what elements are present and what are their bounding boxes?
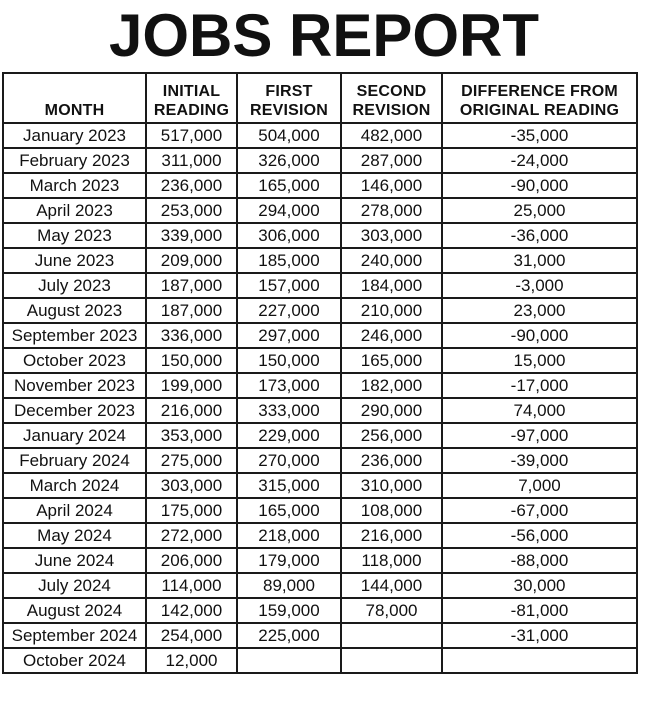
table-header-row [3,73,637,123]
second-revision-cell: 146,000 [341,173,442,198]
month-cell: May 2024 [3,523,146,548]
second-revision-cell: 287,000 [341,148,442,173]
initial-reading-cell: 272,000 [146,523,237,548]
table-row [3,148,637,173]
second-revision-cell [341,623,442,648]
initial-reading-cell: 142,000 [146,598,237,623]
first-revision-cell: 227,000 [237,298,341,323]
initial-reading-cell: 114,000 [146,573,237,598]
table-row [3,298,637,323]
second-revision-cell: 278,000 [341,198,442,223]
first-revision-cell: 157,000 [237,273,341,298]
difference-cell: 15,000 [442,348,637,373]
difference-cell [442,648,637,673]
difference-cell: -24,000 [442,148,637,173]
initial-reading-cell: 199,000 [146,373,237,398]
month-cell: September 2024 [3,623,146,648]
column-header-initial-line1: INITIAL [162,83,221,100]
difference-cell: -90,000 [442,323,637,348]
first-revision-cell: 165,000 [237,498,341,523]
first-revision-cell: 504,000 [237,123,341,148]
difference-cell: -3,000 [442,273,637,298]
table-row [3,173,637,198]
month-cell: March 2023 [3,173,146,198]
first-revision-cell: 159,000 [237,598,341,623]
table-row [3,498,637,523]
second-revision-cell: 256,000 [341,423,442,448]
column-header-first-line2: REVISION [249,102,329,119]
first-revision-cell: 179,000 [237,548,341,573]
first-revision-cell: 315,000 [237,473,341,498]
initial-reading-cell: 253,000 [146,198,237,223]
first-revision-cell: 150,000 [237,348,341,373]
initial-reading-cell: 517,000 [146,123,237,148]
difference-cell: -17,000 [442,373,637,398]
first-revision-cell: 306,000 [237,223,341,248]
month-cell: March 2024 [3,473,146,498]
first-revision-cell: 294,000 [237,198,341,223]
table-row [3,198,637,223]
initial-reading-cell: 236,000 [146,173,237,198]
second-revision-cell: 144,000 [341,573,442,598]
month-cell: February 2023 [3,148,146,173]
second-revision-cell: 290,000 [341,398,442,423]
initial-reading-cell: 254,000 [146,623,237,648]
column-header-second-line1: SECOND [356,83,427,100]
difference-cell: -81,000 [442,598,637,623]
page-title: JOBS REPORT [108,2,540,69]
month-cell: October 2023 [3,348,146,373]
initial-reading-cell: 216,000 [146,398,237,423]
second-revision-cell [341,648,442,673]
table-row [3,123,637,148]
difference-cell: -97,000 [442,423,637,448]
difference-cell: 7,000 [442,473,637,498]
first-revision-cell: 333,000 [237,398,341,423]
first-revision-cell: 326,000 [237,148,341,173]
second-revision-cell: 236,000 [341,448,442,473]
column-header-initial-line2: READING [153,102,230,119]
initial-reading-cell: 150,000 [146,348,237,373]
table-row [3,548,637,573]
first-revision-cell: 229,000 [237,423,341,448]
table-row [3,648,637,673]
table-row [3,598,637,623]
second-revision-cell: 182,000 [341,373,442,398]
table-row [3,373,637,398]
jobs-report-table [2,72,638,674]
column-header-second-line2: REVISION [352,102,431,119]
month-cell: November 2023 [3,373,146,398]
first-revision-cell: 89,000 [237,573,341,598]
column-header-first-line1: FIRST [265,83,313,100]
month-cell: July 2023 [3,273,146,298]
table-row [3,323,637,348]
month-cell: June 2023 [3,248,146,273]
initial-reading-cell: 303,000 [146,473,237,498]
initial-reading-cell: 187,000 [146,298,237,323]
column-header-initial-reading [146,73,237,123]
first-revision-cell: 225,000 [237,623,341,648]
table-row [3,348,637,373]
second-revision-cell: 118,000 [341,548,442,573]
month-cell: January 2023 [3,123,146,148]
column-header-diff-line1: DIFFERENCE FROM [461,83,618,100]
month-cell: September 2023 [3,323,146,348]
month-cell: February 2024 [3,448,146,473]
difference-cell: -31,000 [442,623,637,648]
second-revision-cell: 78,000 [341,598,442,623]
table-row [3,523,637,548]
initial-reading-cell: 12,000 [146,648,237,673]
table-row [3,223,637,248]
initial-reading-cell: 353,000 [146,423,237,448]
first-revision-cell: 270,000 [237,448,341,473]
second-revision-cell: 303,000 [341,223,442,248]
difference-cell: -56,000 [442,523,637,548]
column-header-difference [442,73,637,123]
month-cell: October 2024 [3,648,146,673]
initial-reading-cell: 175,000 [146,498,237,523]
table-row [3,398,637,423]
month-cell: August 2024 [3,598,146,623]
table-row [3,473,637,498]
first-revision-cell: 165,000 [237,173,341,198]
second-revision-cell: 184,000 [341,273,442,298]
second-revision-cell: 482,000 [341,123,442,148]
initial-reading-cell: 206,000 [146,548,237,573]
second-revision-cell: 246,000 [341,323,442,348]
table-row [3,248,637,273]
second-revision-cell: 240,000 [341,248,442,273]
column-header-month-line2: MONTH [44,102,105,119]
initial-reading-cell: 311,000 [146,148,237,173]
initial-reading-cell: 209,000 [146,248,237,273]
month-cell: December 2023 [3,398,146,423]
first-revision-cell: 218,000 [237,523,341,548]
table-body [3,123,637,673]
second-revision-cell: 210,000 [341,298,442,323]
table-row [3,273,637,298]
first-revision-cell: 185,000 [237,248,341,273]
initial-reading-cell: 187,000 [146,273,237,298]
first-revision-cell: 173,000 [237,373,341,398]
difference-cell: -88,000 [442,548,637,573]
month-cell: January 2024 [3,423,146,448]
month-cell: April 2023 [3,198,146,223]
table-row [3,623,637,648]
difference-cell: 25,000 [442,198,637,223]
first-revision-cell: 297,000 [237,323,341,348]
difference-cell: 30,000 [442,573,637,598]
difference-cell: 31,000 [442,248,637,273]
month-cell: May 2023 [3,223,146,248]
difference-cell: -67,000 [442,498,637,523]
initial-reading-cell: 336,000 [146,323,237,348]
month-cell: June 2024 [3,548,146,573]
difference-cell: -90,000 [442,173,637,198]
difference-cell: -35,000 [442,123,637,148]
month-cell: August 2023 [3,298,146,323]
column-header-second-revision [341,73,442,123]
initial-reading-cell: 275,000 [146,448,237,473]
second-revision-cell: 310,000 [341,473,442,498]
first-revision-cell [237,648,341,673]
second-revision-cell: 216,000 [341,523,442,548]
difference-cell: -39,000 [442,448,637,473]
second-revision-cell: 165,000 [341,348,442,373]
column-header-first-revision [237,73,341,123]
table-row [3,573,637,598]
column-header-month [3,73,146,123]
table-row [3,423,637,448]
initial-reading-cell: 339,000 [146,223,237,248]
table-row [3,448,637,473]
month-cell: July 2024 [3,573,146,598]
second-revision-cell: 108,000 [341,498,442,523]
column-header-diff-line2: ORIGINAL READING [459,102,620,119]
difference-cell: 23,000 [442,298,637,323]
difference-cell: 74,000 [442,398,637,423]
difference-cell: -36,000 [442,223,637,248]
month-cell: April 2024 [3,498,146,523]
